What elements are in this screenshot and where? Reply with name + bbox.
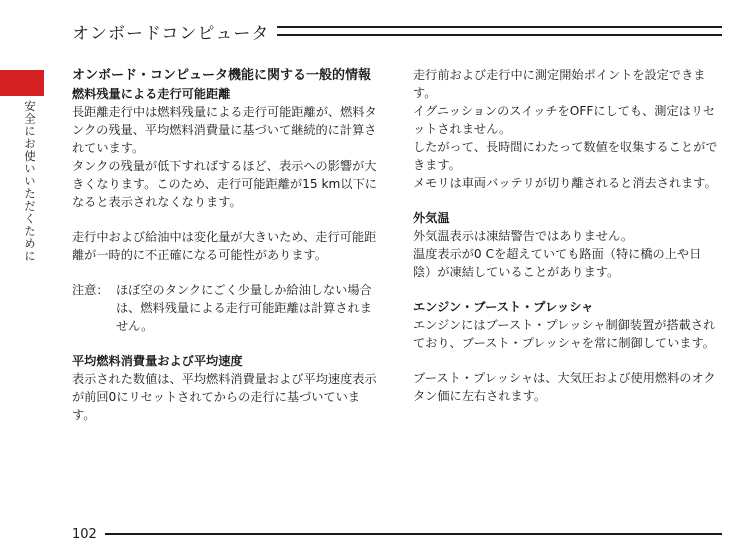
boost-heading: エンジン・ブースト・プレッシャ bbox=[413, 300, 594, 314]
caution-note bbox=[72, 281, 378, 335]
range-paragraph-3: 走行中および給油中は変化量が大きいため、走行可能距離が一時的に不正確になる可能性があります。 bbox=[72, 230, 377, 262]
caution-label: 注意： bbox=[72, 283, 109, 297]
range-paragraph-2: タンクの残量が低下すればするほど、表示への影響が大きくなります。このため、走行可能距離が15 km以下になると表示されなくなります。 bbox=[72, 159, 377, 209]
caution-text: ほぼ空のタンクにごく少量しか給油しない場合は、燃料残量による走行可能距離は計算されません。 bbox=[116, 283, 372, 333]
right-column bbox=[413, 66, 719, 405]
page-number: 102 bbox=[72, 526, 97, 542]
outside-temp-paragraph-1: 外気温表示は凍結警告ではありません。 bbox=[413, 229, 634, 243]
outside-temp-paragraph-2: 温度表示が0 Cを超えていても路面（特に橋の上や日陰）が凍結していることがあります。 bbox=[413, 247, 702, 279]
range-heading: 燃料残量による走行可能距離 bbox=[72, 87, 231, 101]
range-paragraph-1: 長距離走行中は燃料残量による走行可能距離が、燃料タンクの残量、平均燃料消費量に基づいて継続的に計算されています。 bbox=[72, 105, 377, 155]
average-paragraph-4: したがって、長時間にわたって数値を収集することができます。 bbox=[413, 140, 718, 172]
boost-paragraph-2: ブースト・プレッシャは、大気圧および使用燃料のオクタン価に左右されます。 bbox=[413, 371, 716, 403]
left-column bbox=[72, 66, 378, 424]
page-title: オンボードコンピュータ bbox=[72, 23, 270, 44]
outside-temp-heading: 外気温 bbox=[413, 211, 450, 225]
average-paragraph-3: イグニッションのスイッチをOFFにしても、測定はリセットされません。 bbox=[413, 104, 716, 136]
average-paragraph-2: 走行前および走行中に測定開始ポイントを設定できます。 bbox=[413, 68, 706, 100]
average-paragraph-1: 表示された数値は、平均燃料消費量および平均速度表示が前回0にリセットされてからの走行に基づいています。 bbox=[72, 372, 377, 422]
title-double-rule bbox=[277, 26, 722, 36]
boost-paragraph-1: エンジンにはブースト・プレッシャ制御装置が搭載されており、ブースト・プレッシャを常に制御しています。 bbox=[413, 318, 716, 350]
general-info-heading: オンボード・コンピュータ機能に関する一般的情報 bbox=[72, 68, 372, 83]
page-footer bbox=[72, 524, 722, 544]
footer-rule bbox=[105, 533, 722, 535]
page-header bbox=[72, 18, 722, 44]
section-tab-marker bbox=[0, 70, 44, 96]
average-paragraph-5: メモリは車両バッテリが切り離されると消去されます。 bbox=[413, 176, 717, 190]
section-side-label: 安全にお使いいただくために bbox=[23, 100, 37, 263]
average-heading: 平均燃料消費量および平均速度 bbox=[72, 354, 243, 368]
